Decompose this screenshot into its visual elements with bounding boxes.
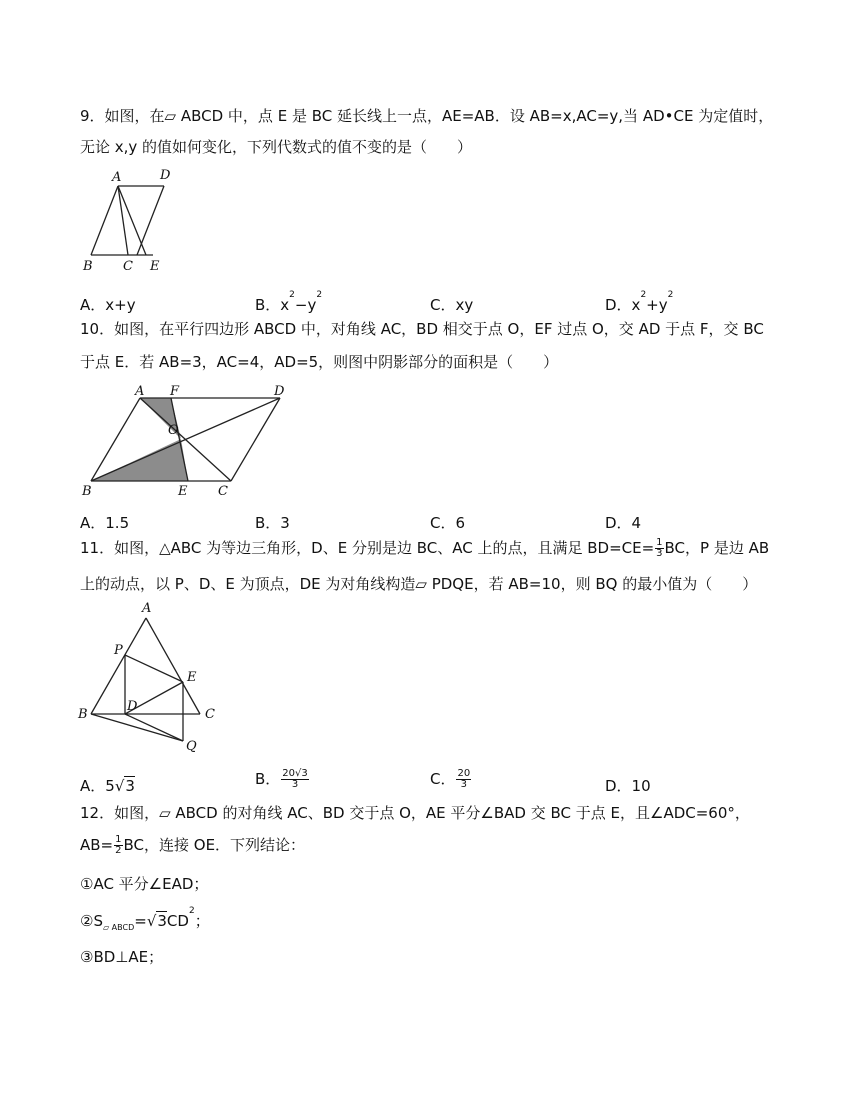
q10-label-d: D: [274, 384, 285, 399]
q10-line2: 于点 E．若 AB=3，AC=4，AD=5，则图中阴影部分的面积是（ ）: [80, 353, 559, 371]
q11-label-a: A: [142, 601, 152, 616]
q11-label-c: C: [205, 707, 215, 722]
q12-fraction-one-half: $\frac{1}{2}$: [115, 834, 122, 856]
q12-conclusion-3: ③BD⊥AE；: [80, 948, 164, 966]
q9-option-c: C．xy: [430, 296, 474, 314]
q9-figure: [78, 166, 178, 278]
q11-option-d: D．10: [605, 777, 651, 795]
q10-label-o: O: [168, 423, 179, 438]
q12-line1: 12．如图，▱ ABCD 的对角线 AC、BD 交于点 O，AE 平分∠BAD 交 BC 于点 E，且∠ADC=60°，: [80, 804, 750, 822]
q11-option-b: B． $\frac{20√3}{3}$: [255, 768, 308, 790]
q9-label-a: A: [112, 170, 122, 185]
q11-option-c: C． $\frac{20}{3}$: [430, 768, 471, 790]
q11-fraction-one-third: $\frac{1}{3}$: [656, 537, 663, 559]
q9-line2: 无论 x,y 的值如何变化，下列代数式的值不变的是（ ）: [80, 138, 473, 156]
q10-label-f: F: [170, 384, 180, 399]
q10-label-a: A: [135, 384, 145, 399]
q11-label-e: E: [187, 670, 197, 685]
q10-label-b: B: [82, 484, 92, 499]
q10-option-b: B．3: [255, 514, 290, 532]
q12-conclusion-2: $②S_{▱ ABCD}=√3CD^2$；: [80, 906, 210, 932]
q12-line2: AB= $\frac{1}{2}$ BC，连接 OE．下列结论：: [80, 834, 306, 856]
q10-line1: 10．如图，在平行四边形 ABCD 中，对角线 AC，BD 相交于点 O，EF 过点 O，交 AD 于点 F，交 BC: [80, 320, 764, 338]
q9-option-d: D．$x^2+y^2$: [605, 290, 674, 314]
q9-option-a: A．x+y: [80, 296, 136, 314]
q11-line1: 11．如图，△ABC 为等边三角形，D、E 分别是边 BC、AC 上的点，且满足 BD=CE= $\frac{1}{3}$ BC，P 是边 AB: [80, 537, 770, 559]
q9-line1: 9．如图，在▱ ABCD 中，点 E 是 BC 延长线上一点，AE=AB．设 AB=x,AC=y,当 AD•CE 为定值时，: [80, 107, 774, 125]
q11-label-d: D: [127, 699, 138, 714]
q10-option-d: D．4: [605, 514, 642, 532]
q9-label-e: E: [150, 259, 160, 274]
q11-option-a: A．5√3: [80, 777, 135, 795]
q11-label-p: P: [114, 643, 123, 658]
q10-option-a: A．1.5: [80, 514, 130, 532]
q9-option-b: B．$x^2-y^2$: [255, 290, 323, 314]
q12-conclusion-1: ①AC 平分∠EAD；: [80, 875, 209, 893]
q10-label-e: E: [178, 484, 188, 499]
q9-label-c: C: [123, 259, 133, 274]
q11-label-q: Q: [186, 739, 197, 754]
q10-label-c: C: [218, 484, 228, 499]
q10-option-c: C．6: [430, 514, 466, 532]
q10-figure: [78, 380, 298, 500]
q11-line2: 上的动点，以 P、D、E 为顶点，DE 为对角线构造▱ PDQE，若 AB=10，则 BQ 的最小值为（ ）: [80, 575, 758, 593]
q11-figure: [76, 598, 226, 758]
q9-label-b: B: [83, 259, 93, 274]
q11-label-b: B: [78, 707, 88, 722]
q9-label-d: D: [160, 168, 171, 183]
